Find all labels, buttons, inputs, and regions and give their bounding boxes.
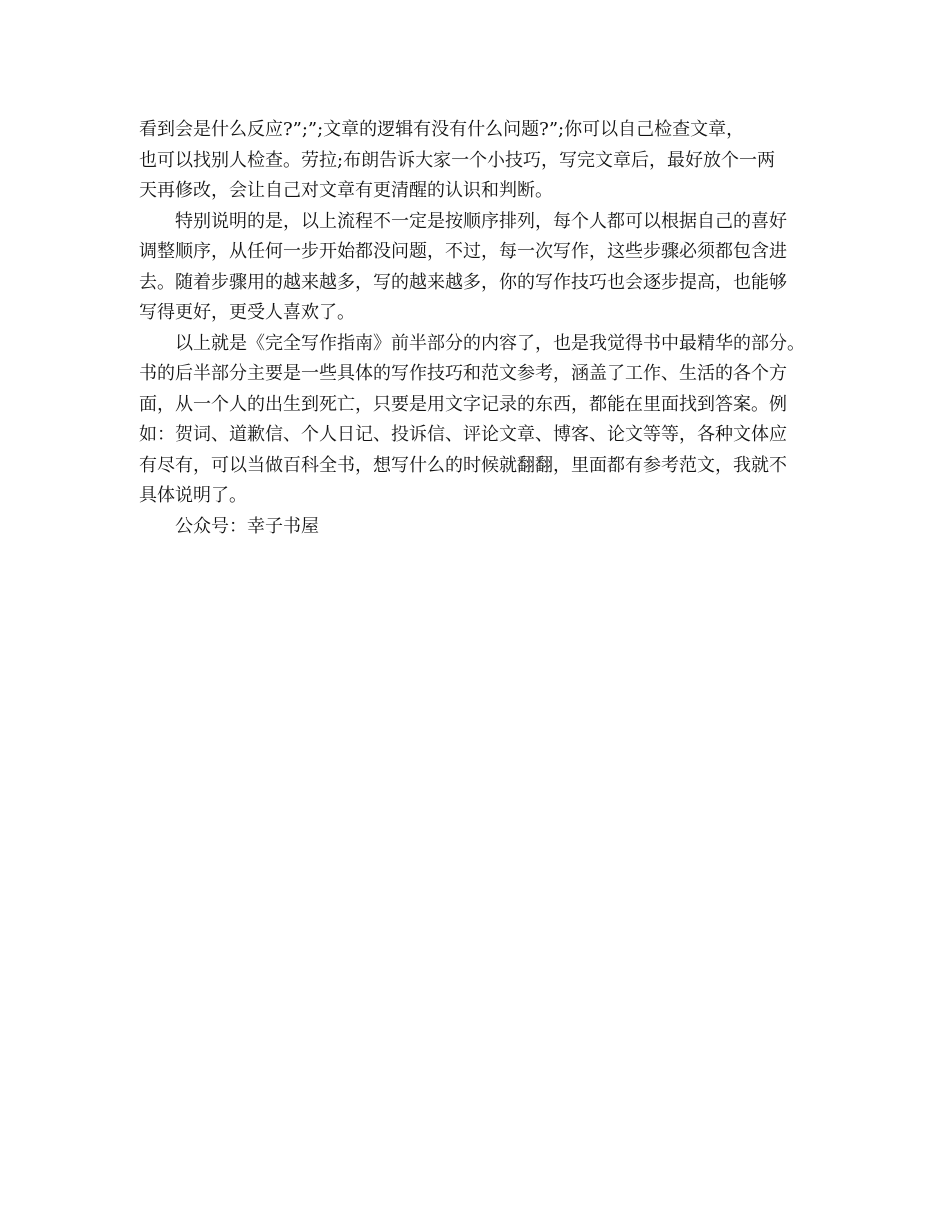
paragraph-line: 书的后半部分主要是一些具体的写作技巧和范文参考，涵盖了工作、生活的各个方 [139,363,787,384]
paragraph-1 [139,115,829,207]
document-body [139,115,829,542]
paragraph-line: 特别说明的是，以上流程不一定是按顺序排列，每个人都可以根据自己的喜好 [175,210,787,232]
paragraph-line: 去。随着步骤用的越来越多，写的越来越多，你的写作技巧也会逐步提高，也能够 [139,271,787,293]
paragraph-line: 面，从一个人的出生到死亡，只要是用文字记录的东西，都能在里面找到答案。例 [139,393,787,415]
paragraph-3 [139,329,829,512]
paragraph-line: 看到会是什么反应?”;”;文章的逻辑有没有什么问题?”;你可以自己检查文章， [139,119,745,140]
paragraph-line: 具体说明了。 [139,485,247,506]
paragraph-2 [139,207,829,329]
signature-line: 公众号：幸子书屋 [175,515,319,537]
paragraph-line: 以上就是《完全写作指南》前半部分的内容了，也是我觉得书中最精华的部分。 [175,332,805,354]
paragraph-line: 如：贺词、道歉信、个人日记、投诉信、评论文章、博客、论文等等，各种文体应 [139,424,787,445]
paragraph-line: 调整顺序，从任何一步开始都没问题，不过，每一次写作，这些步骤必须都包含进 [139,241,787,262]
paragraph-line: 天再修改，会让自己对文章有更清醒的认识和判断。 [139,180,553,201]
paragraph-line: 也可以找别人检查。劳拉;布朗告诉大家一个小技巧，写完文章后，最好放个一两 [139,149,776,171]
paragraph-line: 有尽有，可以当做百科全书，想写什么的时候就翻翻，里面都有参考范文，我就不 [139,454,787,476]
paragraph-line: 写得更好，更受人喜欢了。 [139,302,355,323]
